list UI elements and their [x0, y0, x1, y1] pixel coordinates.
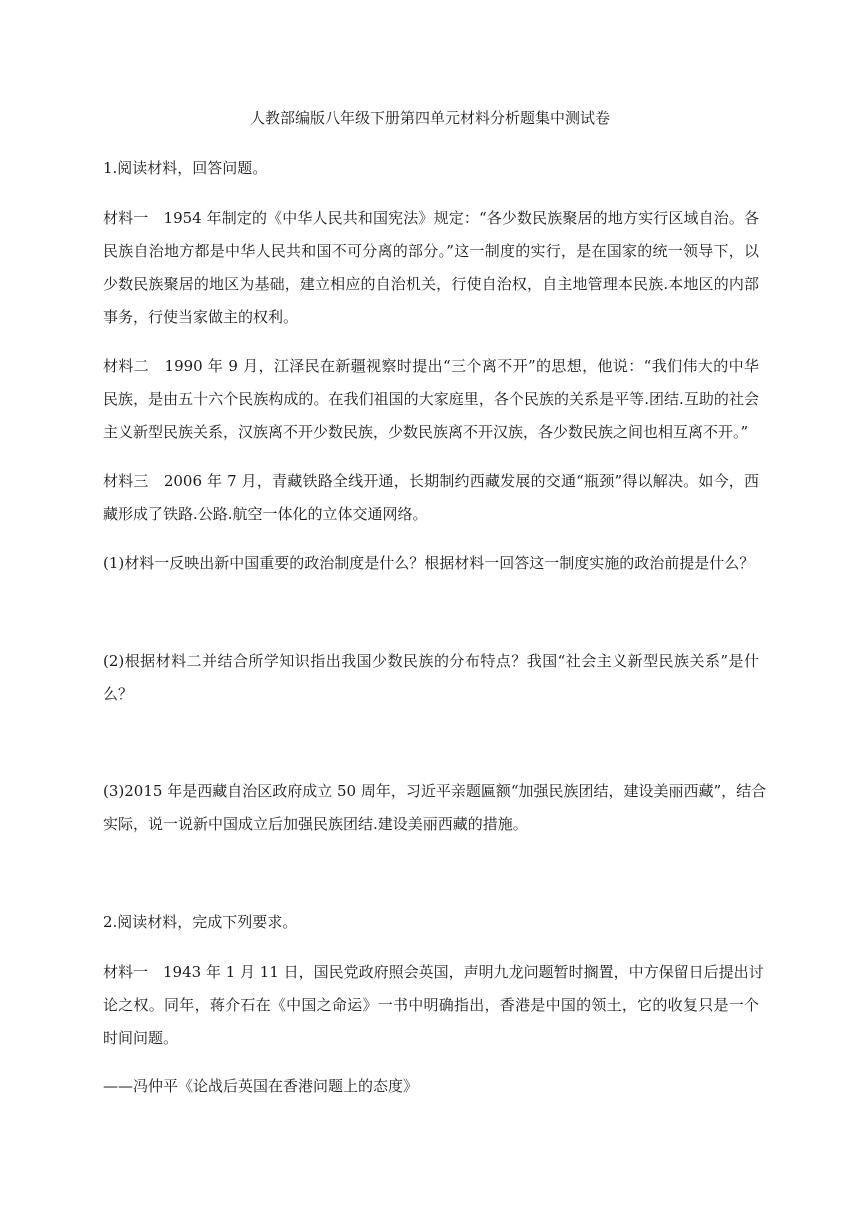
q2-material-1-line-1: 材料一 1943 年 1 月 11 日，国民党政府照会英国，声明九龙问题暂时搁置，中方保留日后提出讨	[103, 963, 764, 981]
q1-material-3-line-1: 材料三 2006 年 7 月，青藏铁路全线开通，长期制约西藏发展的交通“瓶颈”得以解决。如今，西	[103, 472, 759, 490]
q1-subquestion-1: (1)材料一反映出新中国重要的政治制度是什么？根据材料一回答这一制度实施的政治前提是什么？	[103, 554, 755, 572]
q1-material-1-line-3: 少数民族聚居的地区为基础，建立相应的自治机关，行使自治权，自主地管理本民族.本地区的内部	[103, 275, 759, 293]
document-title: 人教部编版八年级下册第四单元材料分析题集中测试卷	[249, 109, 610, 127]
q2-material-1-source: ——冯仲平《论战后英国在香港问题上的态度》	[103, 1077, 419, 1095]
q1-subquestion-3-line-2: 实际，说一说新中国成立后加强民族团结.建设美丽西藏的措施。	[103, 815, 528, 833]
q2-material-1-line-3: 时间问题。	[103, 1029, 179, 1047]
q1-subquestion-2-line-2: 么？	[103, 685, 134, 703]
q1-material-2-line-3: 主义新型民族关系，汉族离不开少数民族，少数民族离不开汉族，各少数民族之间也相互离不开。”	[103, 423, 749, 441]
q1-material-1-line-2: 民族自治地方都是中华人民共和国不可分离的部分。”这一制度的实行，是在国家的统一领导下，以	[103, 242, 759, 260]
q1-subquestion-3-line-1: (3)2015 年是西藏自治区政府成立 50 周年，习近平亲题匾额“加强民族团结，建设美丽西藏”，结合	[103, 782, 767, 800]
q1-material-2-line-1: 材料二 1990 年 9 月，江泽民在新疆视察时提出“三个离不开”的思想，他说：“我们伟大的中华	[103, 357, 759, 375]
q1-material-3-line-2: 藏形成了铁路.公路.航空一体化的立体交通网络。	[103, 505, 428, 523]
q1-subquestion-2-line-1: (2)根据材料二并结合所学知识指出我国少数民族的分布特点？我国“社会主义新型民族关系”是什	[103, 652, 759, 670]
q1-material-1-line-1: 材料一 1954 年制定的《中华人民共和国宪法》规定：“各少数民族聚居的地方实行区域自治。各	[103, 209, 759, 227]
q1-material-1-line-4: 事务，行使当家做主的权利。	[103, 308, 299, 326]
q1-material-2-line-2: 民族，是由五十六个民族构成的。在我们祖国的大家庭里，各个民族的关系是平等.团结.互助的社会	[103, 390, 759, 408]
q2-material-1-line-2: 论之权。同年，蒋介石在《中国之命运》一书中明确指出，香港是中国的领土，它的收复只是一个	[103, 996, 759, 1014]
question-2-heading: 2.阅读材料，完成下列要求。	[103, 913, 298, 931]
question-1-heading: 1.阅读材料，回答问题。	[103, 159, 268, 177]
